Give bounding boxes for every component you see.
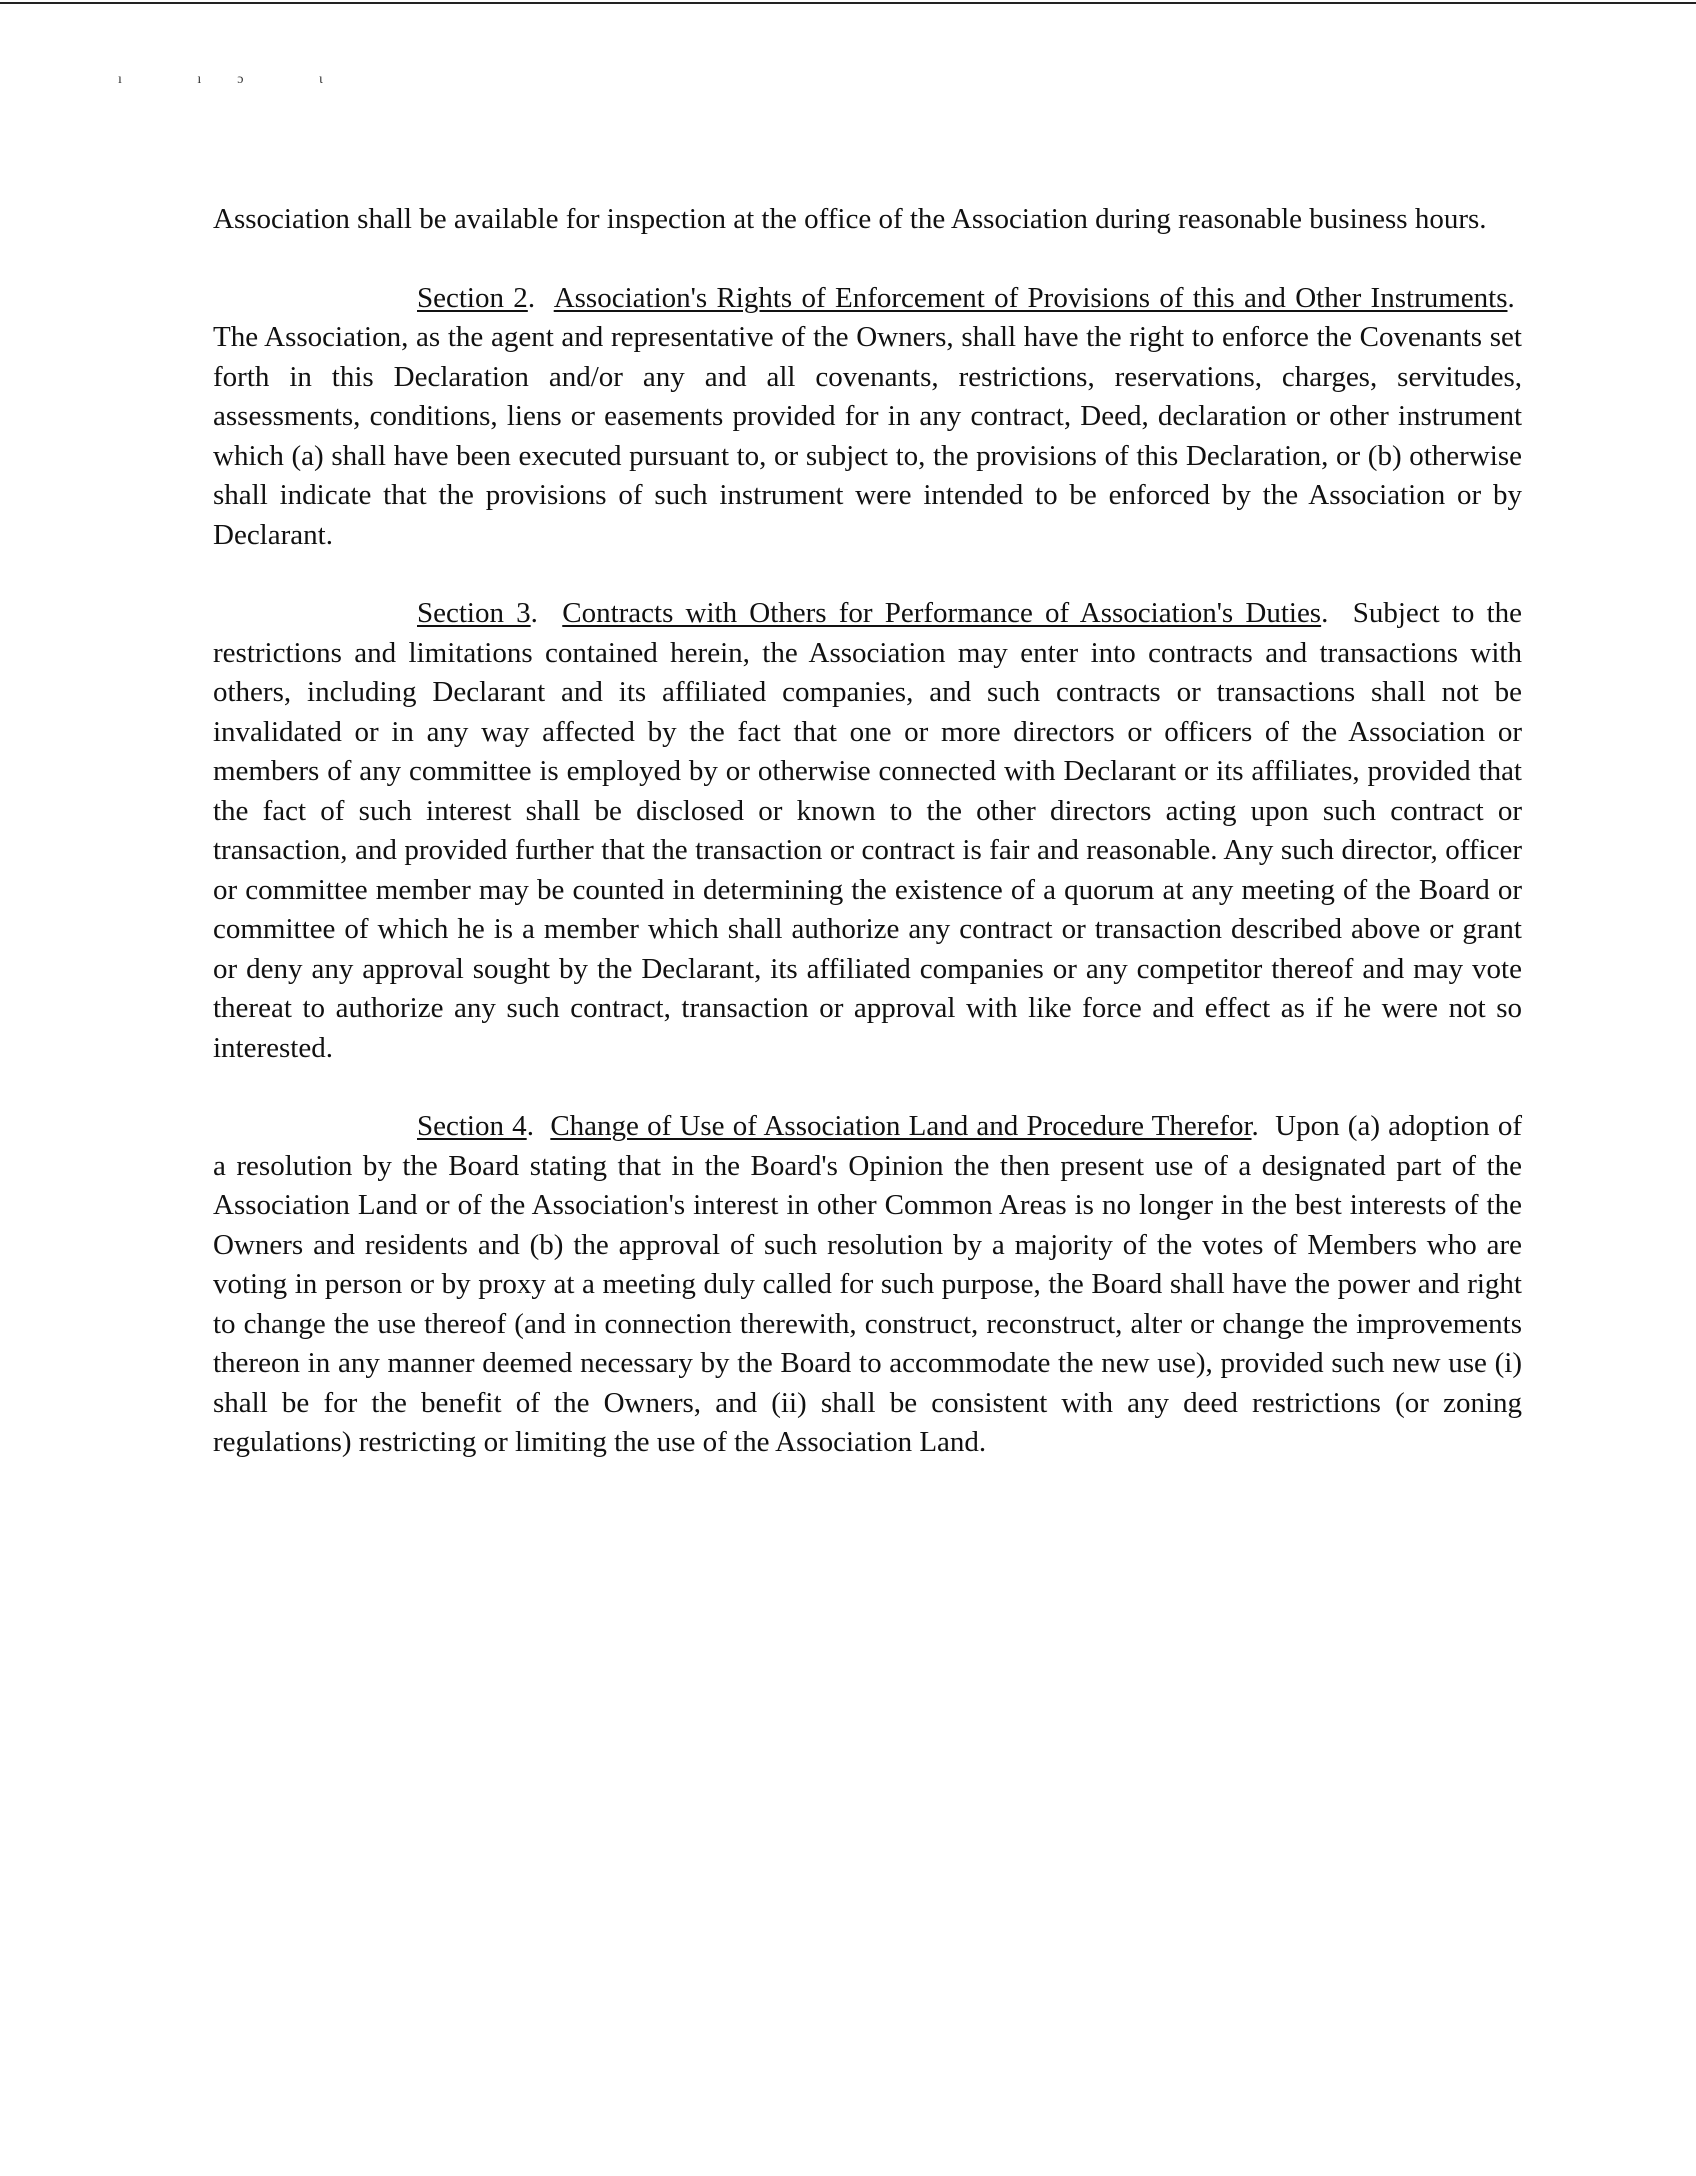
section-2-label: Section 2 [417, 281, 528, 314]
section-2-text: The Association, as the agent and representative of the Owners, shall have the right to enforce the Covenants set forth in this Declaration and/or any and all covenants, restrictions, reservations, charges, servitudes, assessments, conditions, liens or easements provided for in any contract, Deed, declaration or other instrument which (a) shall have been executed pursuant to, or subject to, the provisions of this Declaration, or (b) otherwise shall indicate that the provisions of such instrument were intended to be enforced by the Association or by Declarant. [213, 321, 1522, 551]
paragraph-text: Association shall be available for inspection at the office of the Association during reasonable business hours. [213, 203, 1487, 235]
section-3-label: Section 3 [417, 597, 531, 629]
section-4-heading: Change of Use of Association Land and Procedure Therefor [550, 1110, 1252, 1142]
section-3-paragraph: Section 3. Contracts with Others for Performance of Association's Duties. Subject to the restrictions and limitations contained herein, the Association may enter into contracts and transactions with others, including Declarant and its affiliated companies, and such contracts or transactions shall not be invalidated or in any way affected by the fact that one or more directors or officers of the Association or members of any committee is employed by or otherwise connected with Declarant or its affiliates, provided that the fact of such interest shall be disclosed or known to the other directors acting upon such contract or transaction, and provided further that the transaction or contract is fair and reasonable. Any such director, officer or committee member may be counted in determining the existence of a quorum at any meeting of the Board or committee of which he is a member which shall authorize any contract or transaction described above or grant or deny any approval sought by the Declarant, its affiliated companies or any competitor thereof and may vote thereat to authorize any such contract, transaction or approval with like force and effect as if he were not so interested. [213, 597, 1523, 1064]
page-top-edge [0, 2, 1696, 4]
section-2-heading: Association's Rights of Enforcement of Provisions of this and Other Instruments [553, 281, 1508, 314]
section-4-text: Upon (a) adoption of a resolution by the Board stating that in the Board's Opinion the then present use of a designated part of the Association Land or of the Association's interest in other Common Areas is no longer in the best interests of the Owners and residents and (b) the approval of such resolution by a majority of the votes of Members who are voting in person or by proxy at a meeting duly called for such purpose, the Board shall have the power and right to change the use thereof (and in connection therewith, construct, reconstruct, alter or change the improvements thereon in any manner deemed necessary by the Board to accommodate the new use), provided such new use (i) shall be for the benefit of the Owners, and (ii) shall be consistent with any deed restrictions (or zoning regulations) restricting or limiting the use of the Association Land. [213, 1110, 1523, 1458]
section-4-label: Section 4 [417, 1110, 527, 1142]
section-4-paragraph: Section 4. Change of Use of Association Land and Procedure Therefor. Upon (a) adoption of a resolution by the Board stating that in the Board's Opinion the then present use of a designated part of the Association Land or of the Association's interest in other Common Areas is no longer in the best interests of the Owners and residents and (b) the approval of such resolution by a majority of the votes of Members who are voting in person or by proxy at a meeting duly called for such purpose, the Board shall have the power and right to change the use thereof (and in connection therewith, construct, reconstruct, alter or change the improvements thereon in any manner deemed necessary by the Board to accommodate the new use), provided such new use (i) shall be for the benefit of the Owners, and (ii) shall be consistent with any deed restrictions (or zoning regulations) restricting or limiting the use of the Association Land. [213, 1110, 1523, 1458]
document-body [213, 200, 1522, 1502]
scan-marks: ı ıɔ ɩ [118, 72, 359, 87]
section-2-paragraph: Section 2. Association's Rights of Enforcement of Provisions of this and Other Instruments. The Association, as the agent and representative of the Owners, shall have the right to enforce the Covenants set forth in this Declaration and/or any and all covenants, restrictions, reservations, charges, servitudes, assessments, conditions, liens or easements provided for in any contract, Deed, declaration or other instrument which (a) shall have been executed pursuant to, or subject to, the provisions of this Declaration, or (b) otherwise shall indicate that the provisions of such instrument were intended to be enforced by the Association or by Declarant. [213, 281, 1522, 551]
section-3-text: Subject to the restrictions and limitations contained herein, the Association may enter into contracts and transactions with others, including Declarant and its affiliated companies, and such contracts or transactions shall not be invalidated or in any way affected by the fact that one or more directors or officers of the Association or members of any committee is employed by or otherwise connected with Declarant or its affiliates, provided that the fact of such interest shall be disclosed or known to the other directors acting upon such contract or transaction, and provided further that the transaction or contract is fair and reasonable. Any such director, officer or committee member may be counted in determining the existence of a quorum at any meeting of the Board or committee of which he is a member which shall authorize any contract or transaction described above or grant or deny any approval sought by the Declarant, its affiliated companies or any competitor thereof and may vote thereat to authorize any such contract, transaction or approval with like force and effect as if he were not so interested. [213, 597, 1523, 1064]
paragraph-continuation [213, 200, 1522, 240]
section-3-heading: Contracts with Others for Performance of Association's Duties [562, 597, 1322, 629]
